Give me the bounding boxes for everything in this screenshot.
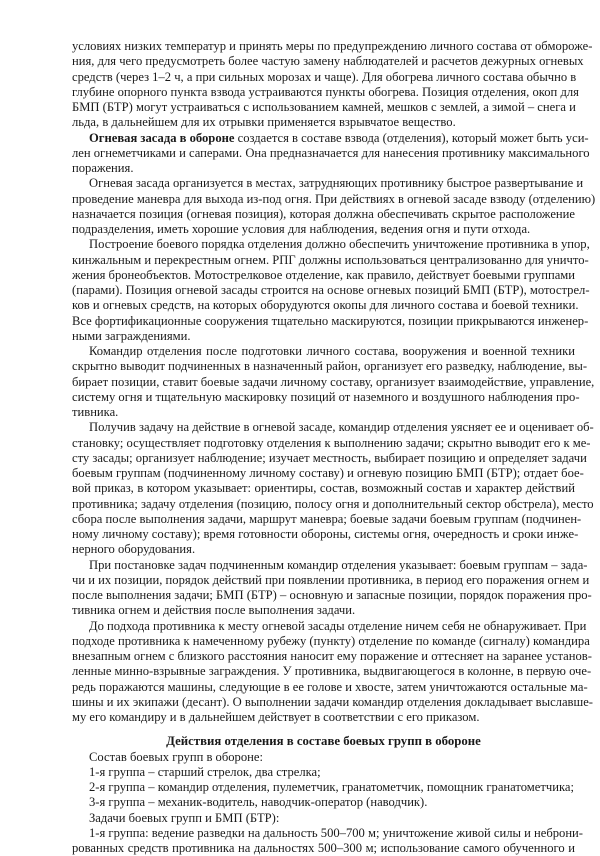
paragraph-receiving-task <box>72 420 594 557</box>
text-line: после выполнения задачи; БМП (БТР) – основную и запасные позиции, порядок поражения про- <box>72 588 592 602</box>
text-line: скрытно выводит подчиненных в назначенный район, организует его разведку, наблюдение, вы- <box>72 359 588 374</box>
text-line: глубине опорного пункта взвода устраиваются пункты обогрева. Позиция отделения, окоп для <box>72 84 579 99</box>
text-line: поражения. <box>72 161 134 175</box>
paragraph-assigning-tasks <box>72 557 592 619</box>
list-item: Состав боевых групп в обороне: <box>89 749 263 764</box>
text-line: ков и огневых средств, на которых оборудуются окопы для личного состава и боевой техники. <box>72 298 579 313</box>
text-line: Построение боевого порядка отделения должно обеспечить уничтожение противника в упор, <box>89 237 590 252</box>
text-line: шины и их экипажи (десант). О выполнении задачи командир отделения докладывает выславше- <box>72 694 593 709</box>
text-line: чи и их позиции, порядок действий при появлении противника, в период его поражения огнем и <box>72 572 590 587</box>
text-line: систему огня и тщательную маскировку позиций от наземного и воздушного наблюдения про- <box>72 389 580 404</box>
text-line: вой приказ, в котором указывает: ориентиры, состав, возможный состав и характер действий <box>72 481 575 496</box>
text-line: рованных средств противника на дальностях 500–300 м; использование самого обученного и <box>72 841 575 855</box>
text-line: льда, в дальнейшем для их отрывки применяется взрывчатое вещество. <box>72 115 456 130</box>
text-line: Получив задачу на действие в огневой засаде, командир отделения уясняет ее и оценивает об- <box>89 420 594 435</box>
paragraph-enemy-approach <box>72 618 593 726</box>
text-line: бирает позиции, ставит боевые задачи личному составу, организует взаимодействие, управление, <box>72 374 595 389</box>
paragraph-winter-defense <box>72 39 593 131</box>
text-line: кинжальным и перекрестным огнем. РПГ должны использоваться централизованно для уничто- <box>72 252 589 267</box>
text-line: 1-я группа: ведение разведки на дальность 500–700 м; уничтожение живой силы и неброни- <box>89 825 583 840</box>
text-line: жения бронеобъектов. Мотострелковое отделение, как правило, действует боевыми группами <box>72 267 575 282</box>
text-line: нерного оборудования. <box>72 542 196 557</box>
text-line: средств (через 1–2 ч, а при сильных морозах и чаще). Для обогрева личного состава обычно в <box>72 69 577 84</box>
text-line: Командир отделения после подготовки личного состава, вооружения и военной техники <box>89 344 575 358</box>
combat-groups-list <box>72 750 575 826</box>
text-line: ными заграждениями. <box>72 328 191 343</box>
text-line: Все фортификационные сооружения тщательно маскируются, позиции прикрываются инженер- <box>72 313 589 328</box>
paragraph-ambush-organization <box>72 176 596 237</box>
text-line: ному личному составу); время готовности обороны, системы огня, очередность и сроки инже- <box>72 527 579 541</box>
list-item: Задачи боевых групп и БМП (БТР): <box>89 810 280 825</box>
text-line: лен огнеметчиками и саперами. Она предназначается для нанесения противнику максимального <box>72 145 590 160</box>
text-line: БМП (БТР) могут устраиваться с использованием камней, мешков с землей, а зимой – снега и <box>72 100 576 114</box>
text-line: ния, для чего предусмотреть более частую замену наблюдателей и расчетов дежурных огневых <box>72 54 584 69</box>
text-line: назначается позиция (огневая позиция), которая должна обеспечивать скрытое расположение <box>72 206 575 221</box>
text-line: боевым группам (подчиненному личному составу) и огневую позицию БМП (БТР); отдает бое- <box>72 466 584 480</box>
section-heading: Действия отделения в составе боевых групп в обороне <box>166 734 481 749</box>
paragraph-fire-ambush-definition <box>72 130 590 177</box>
bold-term: Огневая засада в обороне <box>89 130 235 145</box>
text-line: (парами). Позиция огневой засады строится на основе огневых позиций БМП (БТР), мотострел- <box>72 283 590 297</box>
paragraph-group-1-tasks <box>72 825 583 856</box>
list-item: 3-я группа – механик-водитель, наводчик-оператор (наводчик). <box>89 795 428 810</box>
text-line: тивника огнем и действия после выполнения задачи. <box>72 603 356 618</box>
paragraph-commander-preparation <box>72 344 595 420</box>
text-line: становку; осуществляет подготовку отделения к выполнению задачи; скрытно выводит его к ме- <box>72 435 591 450</box>
text-line: сбора после выполнения задачи, маршрут маневра; боевые задачи боевым группам (подчинен- <box>72 511 582 526</box>
text-line: подразделения, иметь хорошие условия для наблюдения, ведения огня и пути отхода. <box>72 222 531 236</box>
text-line: При постановке задач подчиненным командир отделения указывает: боевым группам – зада- <box>89 557 588 572</box>
text-line: Огневая засада организуется в местах, затрудняющих противнику быстрое развертывание и <box>89 176 584 191</box>
text-line: До подхода противника к месту огневой засады отделение ничем себя не обнаруживает. При <box>89 618 587 633</box>
text-line: подходе противника к намеченному рубежу (пункту) отделение по команде (сигналу) командира <box>72 633 590 648</box>
list-item: 1-я группа – старший стрелок, два стрелка; <box>89 764 321 779</box>
text-line: тивника. <box>72 405 119 419</box>
text-line: внезапным огнем с близкого расстояния наносит ему поражение и оттесняет на заранее установ- <box>72 649 592 663</box>
list-item: 2-я группа – командир отделения, пулеметчик, гранатометчик, помощник гранатометчика; <box>89 780 574 794</box>
text-line: редь поражаются машины, следующие в ее голове и хвосте, затем уничтожаются остальные ма- <box>72 679 588 694</box>
document-page <box>72 39 596 856</box>
text-fragment: создается в составе взвода (отделения), который может быть уси- <box>234 130 589 145</box>
text-line <box>72 130 589 146</box>
paragraph-battle-order <box>72 237 590 344</box>
text-line: сту засады; организует наблюдение; изучает местность, выбирает позицию и определяет задачи <box>72 450 587 465</box>
text-line: му его командиру и в дальнейшем действует в соответствии с его приказом. <box>72 710 480 724</box>
text-line: проведение маневра для выхода из-под огня. При действиях в огневой засаде взводу (отделению) <box>72 191 596 206</box>
text-line: условиях низких температур и принять меры по предупреждению личного состава от обмороже- <box>72 39 593 53</box>
text-line: ленные минно-взрывные заграждения. У противника, выдвигающегося в колонне, в первую оче- <box>72 664 592 679</box>
text-line: противника; задачу отделения (позицию, полосу огня и дополнительный сектор обстрела), место <box>72 496 594 511</box>
